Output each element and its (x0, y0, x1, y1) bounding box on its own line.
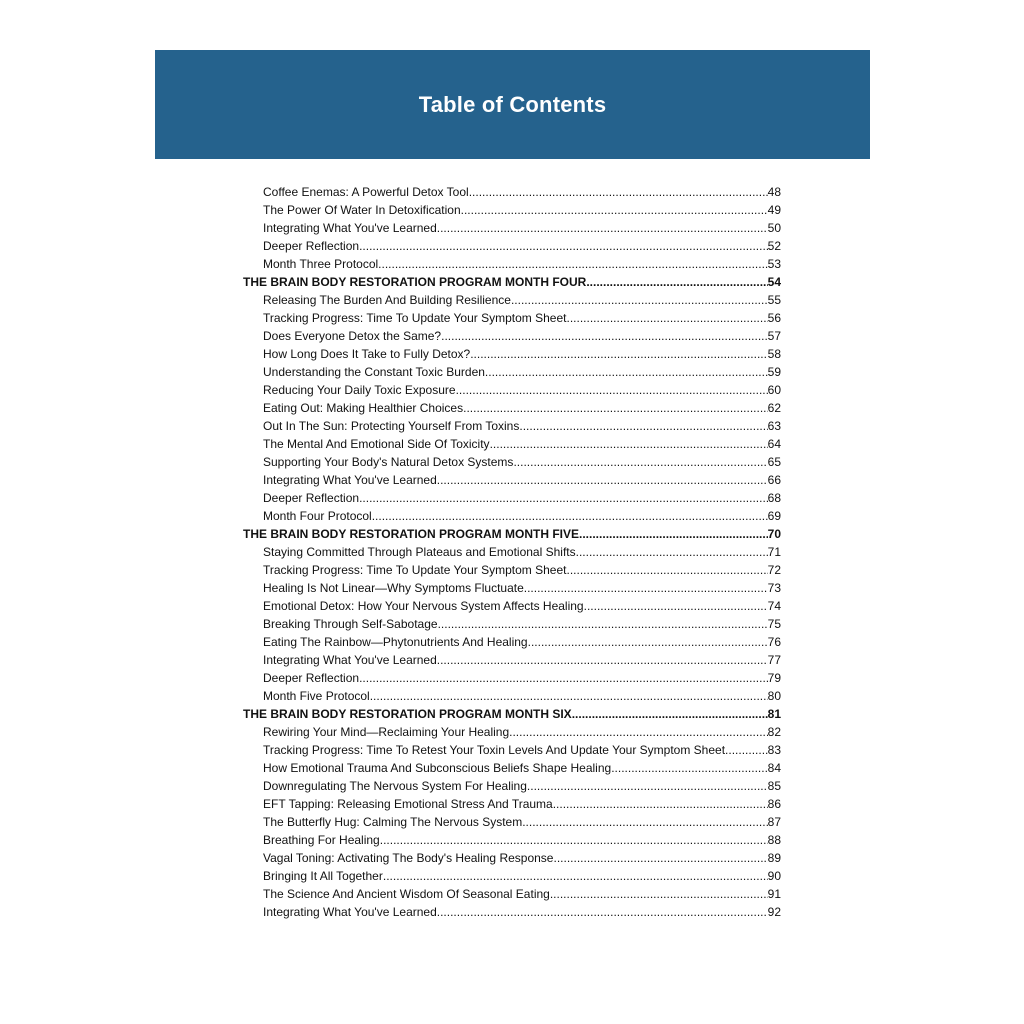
toc-entry-title: Deeper Reflection (263, 671, 360, 685)
toc-page-number: 52 (767, 239, 781, 253)
toc-entry-title: Out In The Sun: Protecting Yourself From Toxins (263, 419, 520, 433)
toc-page-number: 83 (767, 743, 781, 757)
toc-page-number: 63 (767, 419, 781, 433)
toc-entry-title: Emotional Detox: How Your Nervous System Affects Healing (263, 599, 584, 613)
toc-entry[interactable] (243, 201, 781, 219)
toc-entry-title: THE BRAIN BODY RESTORATION PROGRAM MONTH SIX (243, 707, 572, 721)
toc-dot-leader (359, 237, 768, 255)
toc-dot-leader (579, 525, 768, 543)
toc-page-number: 65 (767, 455, 781, 469)
header-band (155, 50, 870, 159)
toc-page-number: 58 (767, 347, 781, 361)
toc-page-number: 88 (767, 833, 781, 847)
toc-entry[interactable] (243, 489, 781, 507)
toc-entry-title: Tracking Progress: Time To Retest Your Toxin Levels And Update Your Symptom Sheet (263, 743, 726, 757)
toc-entry[interactable] (243, 903, 781, 921)
toc-entry[interactable] (243, 471, 781, 489)
toc-page-number: 76 (767, 635, 781, 649)
toc-dot-leader (463, 399, 768, 417)
toc-page-number: 74 (767, 599, 781, 613)
toc-dot-leader (383, 867, 768, 885)
toc-dot-leader (372, 507, 768, 525)
toc-page-number: 69 (767, 509, 781, 523)
toc-dot-leader (456, 381, 768, 399)
toc-page-number: 66 (767, 473, 781, 487)
toc-entry-title: Eating The Rainbow—Phytonutrients And Healing (263, 635, 528, 649)
toc-entry-title: Breathing For Healing (263, 833, 380, 847)
toc-page-number: 56 (767, 311, 781, 325)
toc-dot-leader (378, 255, 767, 273)
toc-entry[interactable] (243, 849, 781, 867)
toc-page-number: 89 (767, 851, 781, 865)
toc-page-number: 79 (767, 671, 781, 685)
toc-entry[interactable] (243, 345, 781, 363)
toc-entry-title: Month Four Protocol (263, 509, 372, 523)
toc-page-number: 87 (767, 815, 781, 829)
toc-entry[interactable] (243, 615, 781, 633)
toc-dot-leader (725, 741, 768, 759)
toc-page-number: 53 (767, 257, 781, 271)
toc-dot-leader (566, 561, 767, 579)
toc-entry[interactable] (243, 507, 781, 525)
toc-entry[interactable] (243, 723, 781, 741)
toc-entry-title: Understanding the Constant Toxic Burden (263, 365, 485, 379)
toc-entry-title: THE BRAIN BODY RESTORATION PROGRAM MONTH FOUR (243, 275, 587, 289)
toc-entry-title: The Science And Ancient Wisdom Of Seasonal Eating (263, 887, 550, 901)
toc-page-number: 92 (767, 905, 781, 919)
toc-entry-title: Supporting Your Body's Natural Detox Systems (263, 455, 514, 469)
toc-entry-title: Eating Out: Making Healthier Choices (263, 401, 464, 415)
toc-page-number: 91 (767, 887, 781, 901)
toc-dot-leader (461, 201, 768, 219)
toc-entry-title: THE BRAIN BODY RESTORATION PROGRAM MONTH FIVE (243, 527, 580, 541)
toc-page-number: 59 (767, 365, 781, 379)
toc-entry[interactable] (243, 633, 781, 651)
toc-page-number: 90 (767, 869, 781, 883)
toc-entry-title: Bringing It All Together (263, 869, 383, 883)
toc-page-number: 71 (767, 545, 781, 559)
toc-page-number: 82 (767, 725, 781, 739)
toc-dot-leader (359, 669, 768, 687)
toc-entry-title: Releasing The Burden And Building Resilience (263, 293, 511, 307)
toc-entry[interactable] (243, 579, 781, 597)
toc-dot-leader (586, 273, 767, 291)
toc-chapter-entry[interactable] (243, 705, 781, 723)
toc-entry-title: Breaking Through Self-Sabotage (263, 617, 438, 631)
toc-entry-title: Does Everyone Detox the Same? (263, 329, 442, 343)
toc-entry-title: Integrating What You've Learned (263, 473, 437, 487)
toc-entry-title: Month Five Protocol (263, 689, 370, 703)
toc-dot-leader (553, 849, 767, 867)
toc-dot-leader (519, 417, 767, 435)
toc-entry-title: Vagal Toning: Activating The Body's Healing Response (263, 851, 554, 865)
toc-entry[interactable] (243, 219, 781, 237)
toc-entry-title: EFT Tapping: Releasing Emotional Stress And Trauma (263, 797, 553, 811)
toc-entry-title: Integrating What You've Learned (263, 905, 437, 919)
toc-dot-leader (584, 597, 768, 615)
toc-entry[interactable] (243, 867, 781, 885)
toc-entry-title: Staying Committed Through Plateaus and Emotional Shifts (263, 545, 576, 559)
toc-page-number: 50 (767, 221, 781, 235)
toc-page-number: 81 (767, 707, 781, 721)
toc-entry-title: How Emotional Trauma And Subconscious Beliefs Shape Healing (263, 761, 612, 775)
toc-dot-leader (528, 633, 768, 651)
toc-dot-leader (441, 327, 768, 345)
toc-entry[interactable] (243, 687, 781, 705)
toc-entry-title: Reducing Your Daily Toxic Exposure (263, 383, 456, 397)
toc-entry[interactable] (243, 741, 781, 759)
table-of-contents (243, 183, 781, 921)
toc-dot-leader (438, 615, 768, 633)
toc-entry-title: Deeper Reflection (263, 491, 360, 505)
toc-dot-leader (470, 345, 767, 363)
toc-entry[interactable] (243, 309, 781, 327)
toc-page-number: 64 (767, 437, 781, 451)
toc-entry[interactable] (243, 777, 781, 795)
toc-entry[interactable] (243, 237, 781, 255)
toc-entry[interactable] (243, 453, 781, 471)
toc-page-number: 73 (767, 581, 781, 595)
toc-page-number: 86 (767, 797, 781, 811)
toc-entry[interactable] (243, 885, 781, 903)
toc-entry[interactable] (243, 651, 781, 669)
toc-entry[interactable] (243, 831, 781, 849)
toc-dot-leader (527, 777, 768, 795)
toc-entry-title: The Butterfly Hug: Calming The Nervous System (263, 815, 523, 829)
toc-entry-title: The Mental And Emotional Side Of Toxicity (263, 437, 490, 451)
toc-entry-title: How Long Does It Take to Fully Detox? (263, 347, 471, 361)
toc-dot-leader (566, 309, 767, 327)
toc-dot-leader (611, 759, 767, 777)
toc-entry[interactable] (243, 435, 781, 453)
toc-entry[interactable] (243, 183, 781, 201)
toc-dot-leader (550, 885, 768, 903)
toc-page-number: 84 (767, 761, 781, 775)
toc-dot-leader (437, 219, 768, 237)
toc-entry[interactable] (243, 561, 781, 579)
toc-dot-leader (437, 471, 768, 489)
toc-entry-title: Deeper Reflection (263, 239, 360, 253)
toc-dot-leader (437, 651, 768, 669)
toc-page-number: 57 (767, 329, 781, 343)
toc-page-number: 62 (767, 401, 781, 415)
toc-entry-title: Integrating What You've Learned (263, 653, 437, 667)
toc-page-number: 85 (767, 779, 781, 793)
page-title: Table of Contents (418, 91, 607, 117)
toc-dot-leader (469, 183, 768, 201)
toc-entry[interactable] (243, 813, 781, 831)
toc-chapter-entry[interactable] (243, 525, 781, 543)
toc-page-number: 68 (767, 491, 781, 505)
toc-entry-title: Healing Is Not Linear—Why Symptoms Fluctuate (263, 581, 524, 595)
toc-page-number: 54 (767, 275, 781, 289)
toc-dot-leader (380, 831, 768, 849)
toc-dot-leader (553, 795, 768, 813)
toc-entry[interactable] (243, 291, 781, 309)
toc-page-number: 60 (767, 383, 781, 397)
toc-entry-title: Coffee Enemas: A Powerful Detox Tool (263, 185, 469, 199)
toc-dot-leader (513, 453, 767, 471)
toc-entry-title: Rewiring Your Mind—Reclaiming Your Healing (263, 725, 510, 739)
toc-dot-leader (485, 363, 768, 381)
toc-dot-leader (490, 435, 768, 453)
toc-dot-leader (370, 687, 768, 705)
toc-entry-title: The Power Of Water In Detoxification (263, 203, 461, 217)
toc-entry[interactable] (243, 363, 781, 381)
toc-page-number: 72 (767, 563, 781, 577)
toc-entry-title: Month Three Protocol (263, 257, 379, 271)
toc-entry-title: Tracking Progress: Time To Update Your Symptom Sheet (263, 563, 567, 577)
toc-entry[interactable] (243, 327, 781, 345)
toc-entry[interactable] (243, 795, 781, 813)
toc-dot-leader (509, 723, 768, 741)
toc-page-number: 49 (767, 203, 781, 217)
toc-entry[interactable] (243, 381, 781, 399)
toc-entry[interactable] (243, 417, 781, 435)
toc-page-number: 55 (767, 293, 781, 307)
toc-page-number: 70 (767, 527, 781, 541)
toc-dot-leader (576, 543, 768, 561)
toc-page-number: 75 (767, 617, 781, 631)
toc-entry[interactable] (243, 669, 781, 687)
toc-page-number: 77 (767, 653, 781, 667)
toc-dot-leader (522, 813, 767, 831)
toc-dot-leader (524, 579, 768, 597)
toc-entry-title: Downregulating The Nervous System For Healing (263, 779, 527, 793)
toc-entry[interactable] (243, 399, 781, 417)
toc-dot-leader (511, 291, 768, 309)
toc-entry[interactable] (243, 759, 781, 777)
toc-entry[interactable] (243, 255, 781, 273)
toc-chapter-entry[interactable] (243, 273, 781, 291)
toc-entry[interactable] (243, 597, 781, 615)
toc-entry-title: Tracking Progress: Time To Update Your Symptom Sheet (263, 311, 567, 325)
toc-dot-leader (359, 489, 768, 507)
toc-page-number: 80 (767, 689, 781, 703)
toc-dot-leader (572, 705, 768, 723)
toc-entry[interactable] (243, 543, 781, 561)
toc-entry-title: Integrating What You've Learned (263, 221, 437, 235)
toc-dot-leader (437, 903, 768, 921)
toc-page-number: 48 (767, 185, 781, 199)
